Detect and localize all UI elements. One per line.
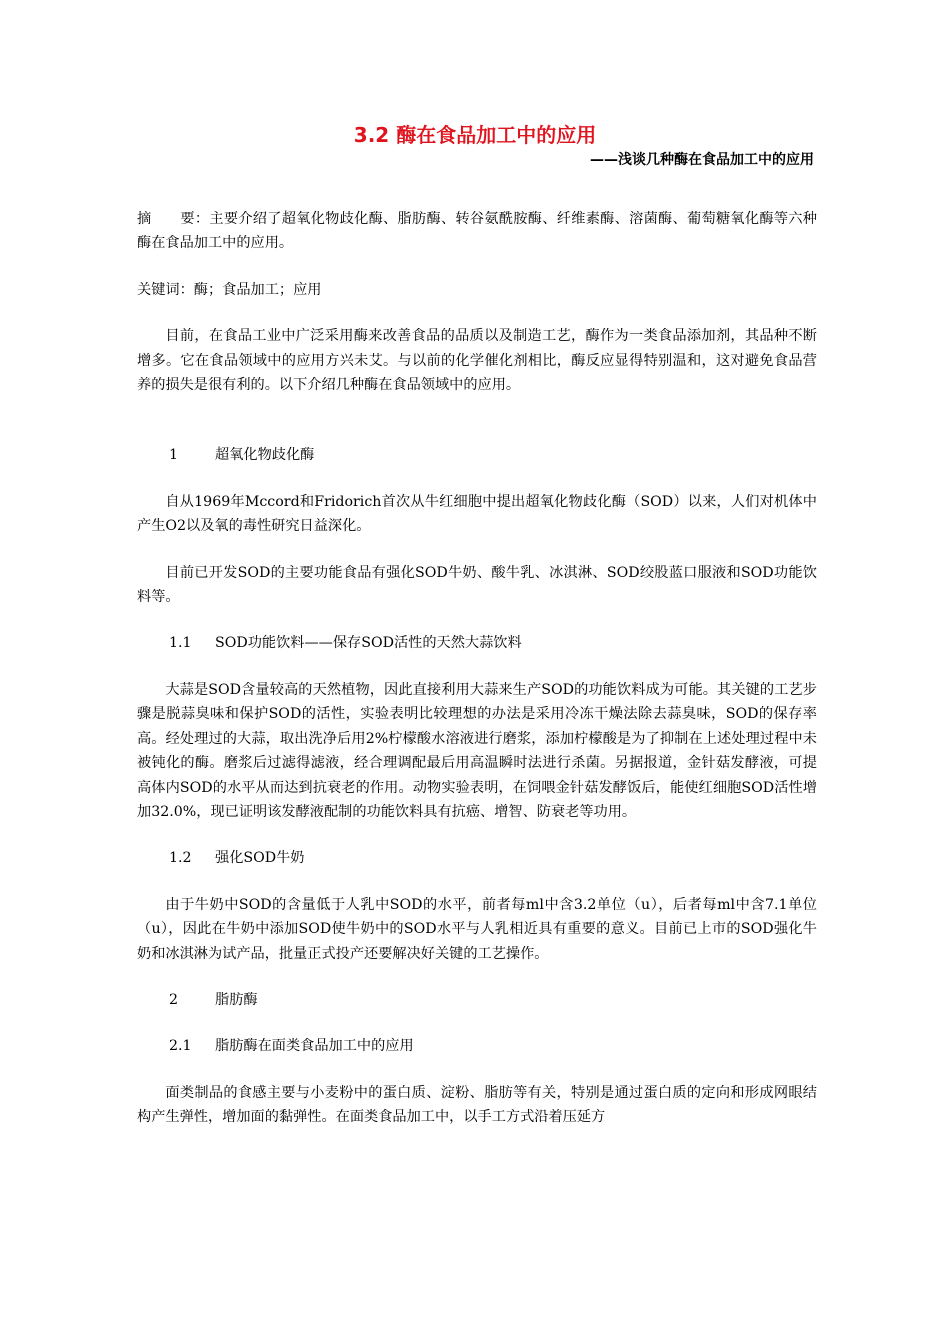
keywords-paragraph bbox=[137, 278, 817, 302]
abstract-paragraph bbox=[137, 207, 817, 256]
section-2-number: 2 bbox=[169, 991, 179, 1008]
keywords-label: 关键词： bbox=[137, 281, 194, 298]
page-title: 3.2 酶在食品加工中的应用 bbox=[353, 123, 597, 147]
section-1-title: 超氧化物歧化酶 bbox=[215, 447, 315, 464]
section-1-2-paragraph: 由于牛奶中SOD的含量低于人乳中SOD的水平，前者每ml中含3.2单位（u），后者每ml中含7.1单位（u），因此在牛奶中添加SOD使牛奶中的SOD水平与人乳相近具有重要的意义。目前已上市的SOD强化牛奶和冰淇淋为试产品，批量正式投产还要解决好关键的工艺操作。 bbox=[137, 896, 817, 962]
abstract-label: 摘 要： bbox=[137, 211, 210, 227]
abstract-text: 主要介绍了超氧化物歧化酶、脂肪酶、转谷氨酰胺酶、纤维素酶、溶菌酶、葡萄糖氧化酶等六种酶在食品加工中的应用。 bbox=[137, 211, 817, 252]
section-2-1-title: 脂肪酶在面类食品加工中的应用 bbox=[215, 1038, 414, 1055]
section-2-title: 脂肪酶 bbox=[215, 991, 258, 1008]
section-1-number: 1 bbox=[169, 447, 179, 464]
section-1-1-paragraph: 大蒜是SOD含量较高的天然植物，因此直接利用大蒜来生产SOD的功能饮料成为可能。其关键的工艺步骤是脱蒜臭味和保护SOD的活性，实验表明比较理想的办法是采用冷冻干燥法除去蒜臭味，SOD的保存率高。经处理过的大蒜，取出洗净后用2%柠檬酸水溶液进行磨浆，添加柠檬酸是为了抑制在上述处理过程中未被钝化的酶。磨浆后过滤得滤液，经合理调配最后用高温瞬时法进行杀菌。另据报道，金针菇发酵液，可提高体内SOD的水平从而达到抗衰老的作用。动物实验表明，在饲喂金针菇发酵饭后，能使红细胞SOD活性增加32.0%，现已证明该发酵液配制的功能饮料具有抗癌、增智、防衰老等功用。 bbox=[137, 681, 817, 820]
section-1-paragraph-2: 目前已开发SOD的主要功能食品有强化SOD牛奶、酸牛乳、冰淇淋、SOD绞股蓝口服液和SOD功能饮料等。 bbox=[137, 564, 817, 606]
section-2-1-heading bbox=[137, 1034, 817, 1058]
section-1-1-title: SOD功能饮料——保存SOD活性的天然大蒜饮料 bbox=[215, 635, 522, 652]
section-1-1-number: 1.1 bbox=[169, 635, 192, 652]
section-2-1-paragraph: 面类制品的食感主要与小麦粉中的蛋白质、淀粉、脂肪等有关，特别是通过蛋白质的定向和形成网眼结构产生弹性，增加面的黏弹性。在面类食品加工中，以手工方式沿着压延方 bbox=[137, 1084, 817, 1126]
section-1-2-heading bbox=[137, 846, 817, 870]
section-1-2-number: 1.2 bbox=[169, 850, 192, 867]
intro-paragraph: 目前，在食品工业中广泛采用酶来改善食品的品质以及制造工艺，酶作为一类食品添加剂，其品种不断增多。它在食品领域中的应用方兴未艾。与以前的化学催化剂相比，酶反应显得特别温和，这对避免食品营养的损失是很有利的。以下介绍几种酶在食品领域中的应用。 bbox=[137, 328, 817, 394]
document-body bbox=[137, 207, 817, 1130]
page-subtitle: ——浅谈几种酶在食品加工中的应用 bbox=[590, 152, 814, 168]
section-1-1-heading bbox=[137, 631, 817, 655]
section-2-heading bbox=[137, 988, 817, 1012]
section-2-1-number: 2.1 bbox=[169, 1038, 192, 1055]
section-1-2-title: 强化SOD牛奶 bbox=[215, 850, 305, 867]
section-1-heading bbox=[137, 443, 817, 467]
section-1-paragraph-1: 自从1969年Mccord和Fridorich首次从牛红细胞中提出超氧化物歧化酶（SOD）以来，人们对机体中产生O2以及氧的毒性研究日益深化。 bbox=[137, 493, 817, 535]
keywords-text: 酶；食品加工；应用 bbox=[193, 281, 322, 298]
